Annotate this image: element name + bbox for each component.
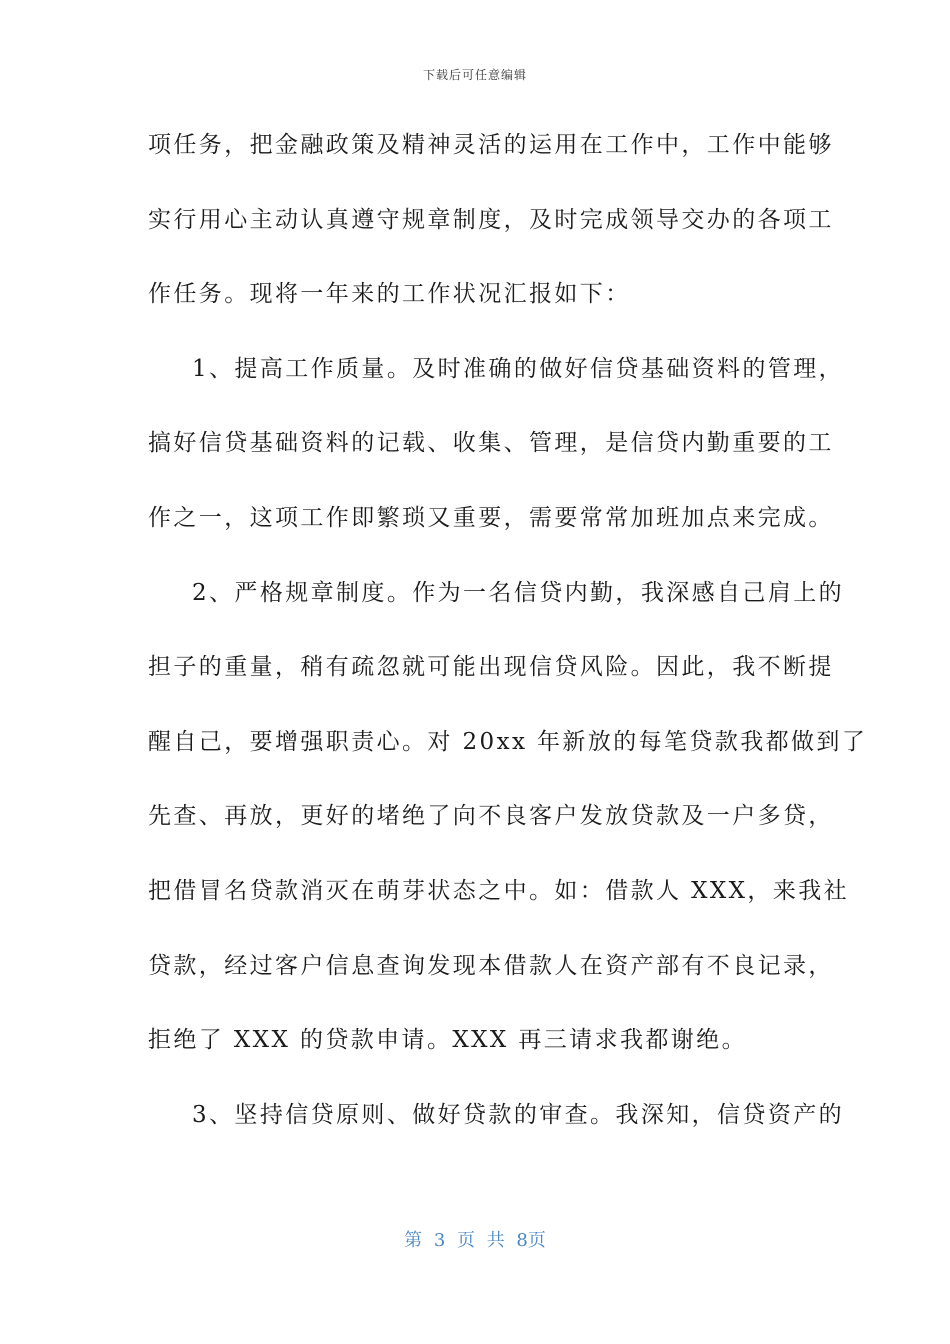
body-line: 先查、再放，更好的堵绝了向不良客户发放贷款及一户多贷， <box>148 803 834 830</box>
body-line: 贷款，经过客户信息查询发现本借款人在资产部有不良记录， <box>148 952 834 979</box>
body-line: 担子的重量，稍有疏忽就可能出现信贷风险。因此，我不断提 <box>148 654 834 681</box>
body-line: 醒自己，要增强职责心。对 20xx 年新放的每笔贷款我都做到了 <box>148 728 868 755</box>
paragraph-2-first-line: 2、严格规章制度。作为一名信贷内勤，我深感自己肩上的 <box>192 579 845 606</box>
body-line: 实行用心主动认真遵守规章制度，及时完成领导交办的各项工 <box>148 206 834 233</box>
body-line: 把借冒名贷款消灭在萌芽状态之中。如：借款人 XXX，来我社 <box>148 877 850 904</box>
document-body <box>148 118 868 1162</box>
body-line: 项任务，把金融政策及精神灵活的运用在工作中，工作中能够 <box>148 132 834 158</box>
body-line: 作任务。现将一年来的工作状况汇报如下： <box>148 281 631 308</box>
paragraph-1-first-line: 1、提高工作质量。及时准确的做好信贷基础资料的管理， <box>192 355 845 382</box>
paragraph-3-first-line: 3、坚持信贷原则、做好贷款的审查。我深知，信贷资产的 <box>192 1101 845 1128</box>
body-line: 拒绝了 XXX 的贷款申请。XXX 再三请求我都谢绝。 <box>148 1027 747 1054</box>
body-line: 作之一，这项工作即繁琐又重要，需要常常加班加点来完成。 <box>148 504 834 531</box>
page-number-footer: 第 3 页 共 8页 <box>404 1230 546 1251</box>
page-header: 下载后可任意编辑 <box>422 68 527 82</box>
body-line: 搞好信贷基础资料的记载、收集、管理，是信贷内勤重要的工 <box>148 430 834 457</box>
